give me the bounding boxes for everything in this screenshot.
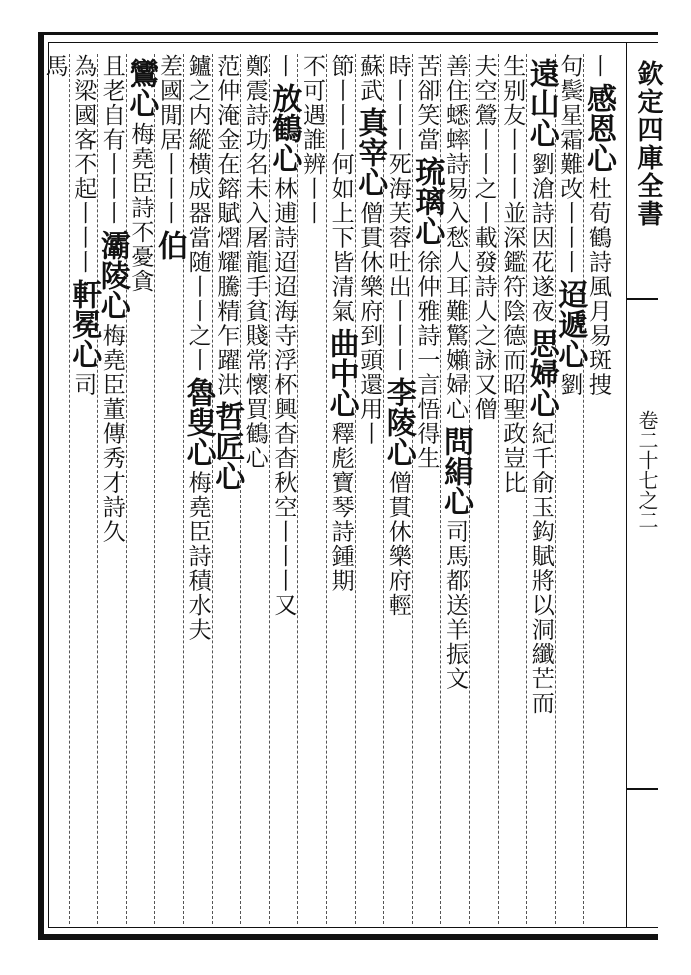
entry-text: 梅堯臣詩不憂貪 [127,122,154,294]
text-column [123,54,159,924]
entry-text: 蘇武 [356,54,383,103]
entry-text: 死海芙蓉吐出丨丨丨 [384,152,411,373]
entry-text: 釋彪寶琴詩鍾期 [327,421,354,593]
entry-text: 並深鑑符陰德而昭聖政豈比 [499,201,526,495]
text-column [380,54,416,924]
entry-text: 節丨丨丨何如上下皆清氣 [327,54,354,324]
entry-text: 鑪之内縱横成器當随丨丨之丨 [184,54,211,373]
entry-text: 僧貫休樂府到頭還用丨 [356,201,383,446]
entry-text: 馬 [41,54,68,79]
entry-headword: 軒冕心 [66,278,102,369]
entry-headword: 放鶴心 [266,82,302,173]
entry-text: 夫空鶯丨丨之丨載發詩人之詠又僧 [470,54,497,422]
entry-headword: 曲中心 [323,327,359,418]
entry-text: 時丨丨丨 [384,54,411,152]
entry-text: 杜荀鶴詩風月易斑捜 [584,176,611,397]
entry-text: 不可遇誰辨丨丨 [298,54,325,226]
entry-headword: 李陵心 [380,376,416,467]
entry-headword: 真宰心 [352,107,388,197]
entry-headword: 伯 [151,229,187,260]
entry-headword: 琉璃心 [409,156,445,246]
entry-text: 為梁國客不起丨丨丨 [70,54,97,275]
entry-headword: 遠山心 [523,58,559,148]
entry-text: 句鬓星霜難改丨丨丨 [556,54,583,275]
entry-text: 司 [70,372,97,397]
margin-rule-bottom [626,788,658,790]
entry-text: 丨 [270,54,297,79]
text-column [151,54,187,924]
book-title: 欽定四庫全書 [633,60,663,228]
entry-text: 丨 [584,54,611,79]
entry-headword: 魯叟心 [180,376,216,467]
entry-text: 劉滄詩因花遂夜 [527,152,554,324]
text-column [437,54,473,924]
entry-headword: 感恩心 [580,82,616,173]
entry-headword: 灞陵心 [94,229,130,320]
entry-headword: 思婦心 [523,327,559,418]
text-column [180,54,216,924]
entry-text: 生别友丨丨丨 [499,54,526,201]
entry-text: 鄭震詩功名未入屠龍手貧賤常懷買鶴心 [241,54,268,471]
entry-text: 范仲淹金在鎔賦熠耀騰精乍躍洪 [213,54,240,397]
text-column [66,54,102,924]
entry-text: 僧貫休樂府輕 [384,470,411,618]
text-column [297,54,326,924]
text-column [523,54,559,924]
entry-headword: 哲匠心 [209,401,245,491]
entry-headword: 鸞心 [123,58,159,118]
entry-text: 劉 [556,372,583,397]
entry-text: 司馬都送羊振文 [441,519,468,691]
entry-text: 徐仲雅詩一言悟得生 [413,250,440,471]
text-column [552,54,588,924]
text-column [40,54,69,924]
text-column [266,54,302,924]
text-column [209,54,245,924]
entry-text: 梅堯臣詩積水夫 [184,470,211,642]
entry-text: 苦卻笑當 [413,54,440,152]
entry-text: 差國閒居丨丨丨 [155,54,182,226]
margin-rule-top [626,298,658,300]
entry-text: 且老自有丨丨丨 [98,54,125,226]
volume-number: 卷二十七之二 [635,410,659,530]
entry-headword: 問絹心 [437,425,473,516]
entry-text: 梅堯臣董傳秀才詩久 [98,323,125,544]
entry-text: 紀千俞玉鈎賦將以洞纖芒而 [527,421,554,716]
entry-text: 林逋詩迢迢海寺浮杯興杳杳秋空丨丨丨又 [270,176,297,618]
text-column [352,54,388,924]
entry-text: 善住蟋蟀詩易入愁人耳難驚嬾婦心 [441,54,468,422]
text-column [469,54,498,924]
text-column [409,54,445,924]
text-column [94,54,130,924]
text-column [323,54,359,924]
text-column [498,54,527,924]
text-column [240,54,269,924]
entry-headword: 迢遞心 [552,278,588,369]
text-column [580,54,616,924]
